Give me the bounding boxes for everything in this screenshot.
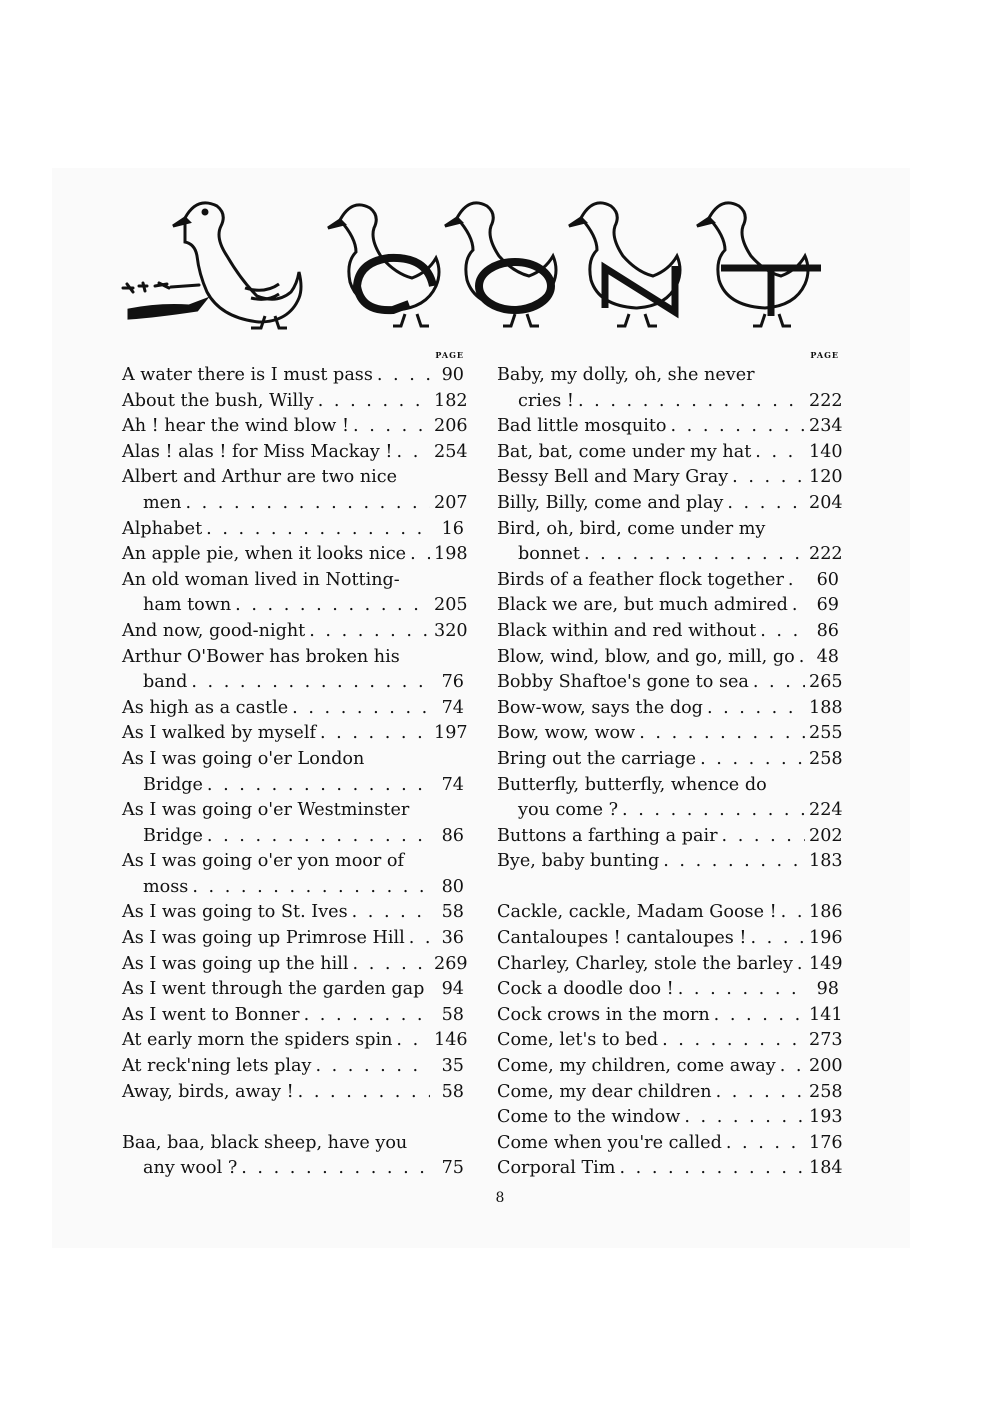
entry-title: Bye, baby bunting	[497, 851, 660, 872]
index-entry	[497, 414, 843, 440]
entry-page-number: 74	[441, 697, 464, 718]
index-entry	[122, 849, 464, 900]
entry-title: Alphabet	[122, 518, 203, 539]
entry-title: Come, let's to bed	[497, 1030, 659, 1051]
index-entry	[497, 568, 839, 594]
index-entry	[497, 747, 843, 773]
leader-dots	[206, 517, 430, 543]
index-entry	[122, 1080, 464, 1106]
index-entry	[497, 977, 839, 1003]
entry-page-number: 273	[809, 1030, 843, 1051]
leader-dots	[241, 1156, 430, 1182]
section-gap	[497, 875, 839, 901]
entry-title: Bat, bat, come under my hat	[497, 441, 752, 462]
leader-dots	[722, 824, 805, 850]
index-entry	[497, 1028, 843, 1054]
entry-page-number: 58	[441, 1004, 464, 1025]
leader-dots	[639, 721, 805, 747]
leader-dots	[755, 440, 805, 466]
entry-page-number: 204	[809, 492, 843, 513]
entry-title: As I went through the garden gap	[122, 979, 425, 1000]
goose-banner-icon	[115, 188, 855, 338]
entry-page-number: 16	[441, 518, 464, 539]
entry-title: Bobby Shaftoe's gone to sea	[497, 672, 749, 693]
entry-title: Come to the window	[497, 1107, 681, 1128]
entry-title: Baa, baa, black sheep, have you	[122, 1132, 408, 1153]
entry-page-number: 269	[434, 953, 468, 974]
leader-dots	[207, 773, 430, 799]
index-entry-line	[497, 721, 843, 747]
index-entry	[497, 926, 843, 952]
index-entry	[122, 747, 464, 798]
index-entry	[497, 1131, 843, 1157]
index-entry-line	[122, 747, 464, 773]
index-entry-line	[497, 1028, 843, 1054]
index-entry-line	[122, 517, 464, 543]
leader-dots	[191, 670, 430, 696]
entry-page-number: 320	[434, 620, 468, 641]
index-entry-line	[497, 849, 843, 875]
index-entry-continuation	[122, 670, 464, 696]
entry-title: Bad little mosquito	[497, 416, 667, 437]
index-entry	[122, 440, 468, 466]
index-entry-line	[122, 568, 464, 594]
section-gap	[122, 1105, 464, 1131]
index-entry	[122, 798, 464, 849]
entry-page-number: 182	[434, 390, 468, 411]
leader-dots	[678, 977, 805, 1003]
entry-page-number: 184	[809, 1158, 843, 1179]
index-entry-line	[122, 977, 464, 1003]
leader-dots	[714, 1003, 805, 1029]
index-entry	[497, 1003, 843, 1029]
entry-page-number: 197	[434, 723, 468, 744]
entry-title: Bow, wow, wow	[497, 723, 636, 744]
index-right-column	[497, 348, 843, 1182]
index-entry	[122, 1054, 464, 1080]
index-entry-line	[122, 952, 468, 978]
index-entry-line	[497, 568, 839, 594]
entry-title: Come, my dear children	[497, 1081, 712, 1102]
entry-title: Black we are, but much admired	[497, 595, 788, 616]
leader-dots	[315, 1054, 430, 1080]
entry-title: Billy, Billy, come and play	[497, 492, 724, 513]
index-entry	[497, 517, 843, 568]
entry-title: moss	[143, 876, 189, 897]
entry-title: An old woman lived in Notting-	[122, 569, 400, 590]
index-entry	[497, 645, 839, 671]
entry-title: Black within and red without	[497, 620, 757, 641]
index-entry-line	[497, 952, 843, 978]
index-entry	[497, 849, 843, 875]
index-entry	[122, 1028, 468, 1054]
entry-page-number: 188	[809, 697, 843, 718]
index-entry-line	[497, 926, 843, 952]
index-entry	[497, 1054, 843, 1080]
entry-page-number: 224	[809, 800, 843, 821]
index-entry	[497, 491, 843, 517]
index-entry-line	[122, 926, 464, 952]
index-entry	[497, 1080, 843, 1106]
leader-dots	[428, 977, 430, 1003]
leader-dots	[192, 875, 430, 901]
entry-title: band	[143, 672, 188, 693]
leader-dots	[781, 900, 805, 926]
index-entry-line	[497, 363, 839, 389]
entry-page-number: 69	[816, 595, 839, 616]
goose-4	[569, 203, 680, 326]
leader-dots	[235, 593, 430, 619]
index-list	[122, 363, 468, 1182]
entry-page-number: 86	[441, 825, 464, 846]
entry-page-number: 140	[809, 441, 843, 462]
entry-title: Baby, my dolly, oh, she never	[497, 365, 755, 385]
entry-title: As I walked by myself	[122, 723, 316, 744]
index-entry-line	[497, 593, 839, 619]
index-entry-line	[497, 1080, 843, 1106]
leader-dots	[584, 542, 805, 568]
index-entry-line	[497, 977, 839, 1003]
index-entry-line	[497, 824, 843, 850]
entry-page-number: 207	[434, 492, 468, 513]
leader-dots	[726, 1131, 805, 1157]
entry-title: A water there is I must pass	[122, 365, 373, 385]
index-entry-line	[497, 491, 843, 517]
entry-title: Birds of a feather flock together	[497, 569, 784, 590]
entry-title: cries !	[518, 390, 574, 411]
index-entry	[122, 619, 468, 645]
entry-page-number: 200	[809, 1056, 843, 1077]
leader-dots	[353, 414, 430, 440]
entry-page-number: 206	[434, 416, 468, 437]
leader-dots	[760, 619, 805, 645]
entry-title: Cock crows in the morn	[497, 1004, 710, 1025]
leader-dots	[318, 389, 430, 415]
entry-page-number: 58	[441, 1081, 464, 1102]
index-entry-continuation	[122, 875, 464, 901]
index-entry-line	[497, 1156, 843, 1182]
leader-dots	[409, 926, 430, 952]
index-entry-line	[122, 900, 464, 926]
index-entry-line	[497, 1054, 843, 1080]
index-entry	[122, 696, 464, 722]
index-entry	[122, 363, 464, 389]
entry-page-number: 198	[434, 544, 468, 565]
index-entry	[497, 824, 843, 850]
index-entry-continuation	[122, 491, 468, 517]
index-entry-line	[497, 1003, 843, 1029]
index-entry-line	[122, 619, 468, 645]
index-entry-line	[122, 798, 464, 824]
index-entry	[497, 363, 843, 414]
index-entry	[122, 952, 468, 978]
index-entry-line	[122, 1028, 468, 1054]
entry-title: Bow-wow, says the dog	[497, 697, 703, 718]
index-entry-line	[122, 414, 468, 440]
entry-title: Cock a doodle doo !	[497, 979, 674, 1000]
leader-dots	[799, 645, 805, 671]
entry-title: Blow, wind, blow, and go, mill, go	[497, 646, 795, 667]
entry-page-number: 196	[809, 928, 843, 949]
index-entry-line	[497, 414, 843, 440]
entry-page-number: 193	[809, 1107, 843, 1128]
entry-title: As I was going up the hill	[122, 953, 349, 974]
index-entry-line	[122, 1054, 464, 1080]
entry-page-number: 258	[809, 748, 843, 769]
entry-title: At early morn the spiders spin	[122, 1030, 393, 1051]
entry-page-number: 90	[441, 365, 464, 385]
entry-title: Arthur O'Bower has broken his	[122, 646, 400, 667]
leader-dots	[792, 593, 805, 619]
entry-title: About the bush, Willy	[122, 390, 314, 411]
entry-page-number: 234	[809, 416, 843, 437]
entry-title: Come, my children, come away	[497, 1056, 776, 1077]
leader-dots	[732, 465, 805, 491]
index-entry	[122, 517, 464, 543]
index-left-column	[122, 348, 468, 1182]
index-entry-line	[497, 747, 843, 773]
index-entry	[122, 1131, 464, 1182]
index-entry	[122, 1003, 464, 1029]
entry-title: Butterfly, butterfly, whence do	[497, 774, 767, 795]
index-entry-continuation	[497, 798, 843, 824]
index-entry-line	[122, 465, 464, 491]
index-entry	[122, 645, 464, 696]
leader-dots	[377, 363, 430, 389]
entry-title: bonnet	[518, 544, 580, 565]
index-entry	[122, 389, 468, 415]
index-entry	[122, 977, 464, 1003]
leader-dots	[663, 849, 805, 875]
entry-page-number: 186	[809, 902, 843, 923]
leader-dots	[352, 900, 430, 926]
index-entry	[122, 568, 468, 619]
index-entry-continuation	[122, 773, 464, 799]
leader-dots	[751, 926, 806, 952]
entry-title: Ah ! hear the wind blow !	[122, 416, 350, 437]
leader-dots	[727, 491, 805, 517]
leader-dots	[309, 619, 430, 645]
index-entry-line	[497, 645, 839, 671]
leader-dots	[320, 721, 430, 747]
index-entry	[122, 542, 468, 568]
leader-dots	[207, 824, 430, 850]
entry-page-number: 205	[434, 595, 468, 616]
index-entry-line	[497, 670, 843, 696]
entry-page-number: 141	[809, 1004, 843, 1025]
entry-page-number: 202	[809, 825, 843, 846]
index-entry	[122, 414, 468, 440]
index-entry-line	[122, 363, 464, 389]
leader-dots	[662, 1028, 805, 1054]
entry-page-number: 120	[809, 467, 843, 488]
entry-title: Alas ! alas ! for Miss Mackay !	[122, 441, 393, 462]
index-entry	[497, 773, 843, 824]
entry-title: Away, birds, away !	[122, 1081, 294, 1102]
entry-title: Corporal Tim	[497, 1158, 616, 1179]
index-entry-line	[497, 900, 843, 926]
leader-dots	[684, 1105, 805, 1131]
leader-dots	[671, 414, 806, 440]
entry-title: Cantaloupes ! cantaloupes !	[497, 928, 747, 949]
index-entry-line	[497, 465, 843, 491]
leader-dots	[410, 542, 430, 568]
page-column-heading: PAGE	[435, 350, 464, 360]
entry-page-number: 149	[809, 953, 843, 974]
index-entry	[497, 721, 843, 747]
entry-page-number: 255	[809, 723, 843, 744]
entry-title: men	[143, 492, 182, 513]
index-entry	[122, 926, 464, 952]
index-entry-line	[122, 696, 464, 722]
index-entry-line	[122, 542, 468, 568]
entry-title: Albert and Arthur are two nice	[122, 467, 398, 488]
leader-dots	[788, 568, 805, 594]
index-entry-line	[122, 1003, 464, 1029]
entry-title: Cackle, cackle, Madam Goose !	[497, 902, 777, 923]
index-entry-line	[122, 645, 464, 671]
entry-page-number: 146	[434, 1030, 468, 1051]
leader-dots	[780, 1054, 805, 1080]
entry-page-number: 254	[434, 441, 468, 462]
entry-title: As I was going o'er yon moor of	[122, 851, 404, 872]
index-entry-line	[497, 1131, 843, 1157]
leader-dots	[304, 1003, 430, 1029]
index-entry-continuation	[122, 824, 464, 850]
leader-dots	[397, 440, 430, 466]
index-entry-line	[497, 440, 843, 466]
entry-title: As I was going up Primrose Hill	[122, 928, 405, 949]
index-entry-line	[122, 1131, 464, 1157]
entry-page-number: 176	[809, 1132, 843, 1153]
index-entry	[122, 465, 468, 516]
entry-page-number: 222	[809, 390, 843, 411]
index-list	[497, 363, 843, 1182]
page-column-heading: PAGE	[810, 350, 839, 360]
leader-dots	[700, 747, 805, 773]
entry-title: Come when you're called	[497, 1132, 722, 1153]
entry-title: Bridge	[143, 825, 203, 846]
entry-page-number: 35	[441, 1056, 464, 1077]
entry-page-number: 48	[816, 646, 839, 667]
entry-title: Bring out the carriage	[497, 748, 697, 769]
index-entry	[497, 440, 843, 466]
entry-page-number: 222	[809, 544, 843, 565]
index-entry-line	[122, 1080, 464, 1106]
entry-page-number: 74	[441, 774, 464, 795]
entry-title: At reck'ning lets play	[122, 1056, 312, 1077]
index-entry-line	[122, 721, 468, 747]
entry-page-number: 75	[441, 1158, 464, 1179]
entry-title: any wool ?	[143, 1158, 238, 1179]
index-entry-continuation	[497, 542, 843, 568]
index-entry	[497, 619, 839, 645]
page-number: 8	[495, 1190, 505, 1206]
index-entry	[497, 900, 843, 926]
entry-title: And now, good-night	[122, 620, 306, 641]
leader-dots	[353, 952, 430, 978]
entry-title: As I was going o'er Westminster	[122, 800, 410, 821]
goose-3	[445, 203, 556, 326]
index-entry-line	[122, 389, 468, 415]
index-entry-line	[497, 1105, 843, 1131]
entry-title: Bird, oh, bird, come under my	[497, 518, 766, 539]
leader-dots	[396, 1028, 430, 1054]
entry-title: Buttons a farthing a pair	[497, 825, 718, 846]
entry-page-number: 183	[809, 851, 843, 872]
leader-dots	[578, 389, 805, 415]
leader-dots	[298, 1080, 430, 1106]
entry-page-number: 80	[441, 876, 464, 897]
entry-page-number: 76	[441, 672, 464, 693]
leader-dots	[753, 670, 805, 696]
index-entry-line	[497, 696, 843, 722]
entry-page-number: 86	[816, 620, 839, 641]
entry-title: As I was going o'er London	[122, 748, 365, 769]
goose-5	[697, 203, 821, 326]
index-entry-line	[497, 517, 839, 543]
index-entry	[497, 465, 843, 491]
index-entry	[497, 952, 843, 978]
index-entry	[122, 721, 468, 747]
leader-dots	[185, 491, 430, 517]
entry-title: Bessy Bell and Mary Gray	[497, 467, 729, 488]
index-entry	[497, 670, 843, 696]
leader-dots	[619, 1156, 805, 1182]
entry-page-number: 58	[441, 902, 464, 923]
index-entry-line	[497, 619, 839, 645]
entry-title: ham town	[143, 595, 232, 616]
entry-page-number: 60	[816, 569, 839, 590]
index-entry	[497, 696, 843, 722]
index-entry	[122, 900, 464, 926]
entry-title: Bridge	[143, 774, 203, 795]
entry-page-number: 36	[441, 928, 464, 949]
entry-title: you come ?	[518, 800, 619, 821]
leader-dots	[622, 798, 805, 824]
entry-title: Charley, Charley, stole the barley	[497, 953, 793, 974]
entry-page-number: 265	[809, 672, 843, 693]
entry-title: As I went to Bonner	[122, 1004, 300, 1025]
index-entry-line	[122, 440, 468, 466]
entry-title: An apple pie, when it looks nice	[122, 544, 407, 565]
leader-dots	[797, 952, 805, 978]
entry-title: As I was going to St. Ives	[122, 902, 348, 923]
index-entry	[497, 593, 839, 619]
entry-page-number: 98	[816, 979, 839, 1000]
index-entry	[497, 1105, 843, 1131]
index-entry	[497, 1156, 843, 1182]
leader-dots	[707, 696, 805, 722]
entry-title: As high as a castle	[122, 697, 289, 718]
index-entry-line	[122, 849, 464, 875]
leader-dots	[292, 696, 430, 722]
index-entry-line	[497, 773, 839, 799]
leader-dots	[716, 1080, 805, 1106]
entry-page-number: 258	[809, 1081, 843, 1102]
goose-2	[328, 205, 439, 326]
index-entry-continuation	[122, 1156, 464, 1182]
index-entry-continuation	[122, 593, 468, 619]
index-entry-continuation	[497, 389, 843, 415]
entry-page-number: 94	[441, 979, 464, 1000]
